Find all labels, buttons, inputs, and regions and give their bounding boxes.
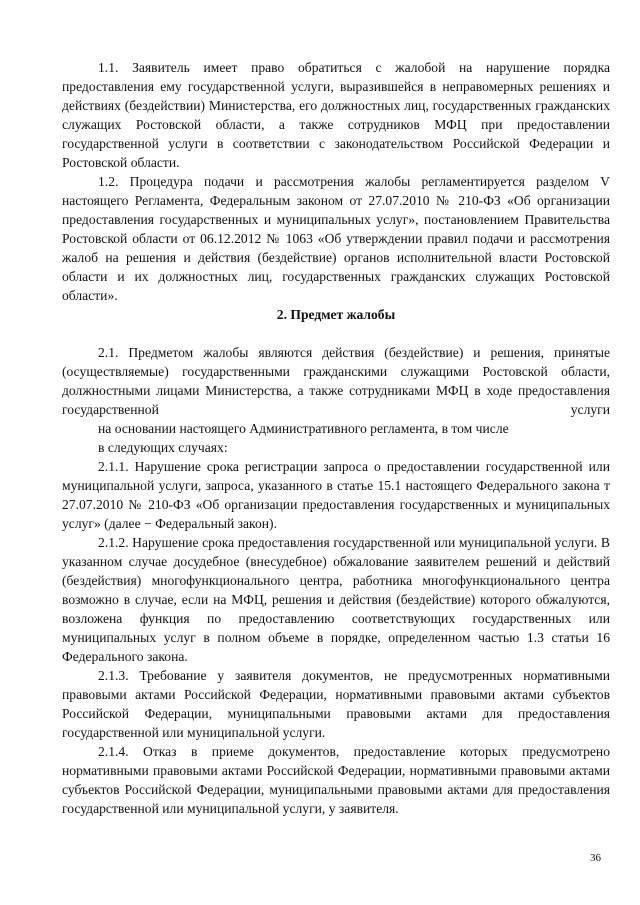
paragraph-2-1-4: 2.1.4. Отказ в приеме документов, предоставление которых предусмотрено нормативными правовыми актами Российской Федерации, нормативными правовыми актами субъектов Российской Федерации, муниципальными правовыми актами для предоставления государственной или муниципальной услуги, у заявителя. [62, 744, 610, 816]
paragraph-2-1-3: 2.1.3. Требование у заявителя документов, не предусмотренных нормативными правовыми актами Российской Федерации, нормативными правовыми актами субъектов Российской Федерации, муниципальными правовыми актами для предоставления государственной или муниципальной услуги. [62, 668, 610, 740]
paragraph-2-1: 2.1. Предметом жалобы являются действия (бездействие) и решения, принятые (осуществляемые) государственными гражданскими служащими Ростовской области, должностными лицами Министерства, а также сотрудниками МФЦ в ходе предоставления государственной услуги [62, 345, 610, 417]
page-number: 36 [590, 852, 601, 864]
paragraph-1-2: 1.2. Процедура подачи и рассмотрения жалобы регламентируется разделом V настоящего Регламента, Федеральным законом от 27.07.2010 № 210-ФЗ «Об организации предоставления государственных и муниципальных услуг», постановлением Правительства Ростовской области от 06.12.2012 № 1063 «Об утверждении правил подачи и рассмотрения жалоб на решения и действия (бездействие) органов исполнительной власти Ростовской области и их должностных лиц, государственных гражданских служащих Ростовской области». [62, 174, 610, 303]
paragraph-1-1: 1.1. Заявитель имеет право обратиться с жалобой на нарушение порядка предоставления ему государственной услуги, выразившейся в неправомерных решениях и действиях (бездействии) Министерства, его должностных лиц, государственных гражданских служащих Ростовской области, а также сотрудников МФЦ при предоставлении государственной услуги в соответствии с законодательством Российской Федерации и Ростовской области. [62, 60, 610, 170]
paragraph-2-1-2: 2.1.2. Нарушение срока предоставления государственной или муниципальной услуги. В указанном случае досудебное (внесудебное) обжалование заявителем решений и действий (бездействия) многофункционального центра, работника многофункционального центра возможно в случае, если на МФЦ, решения и действия (бездействие) которого обжалуются, возложена функция по предоставлению соответствующих государственных или муниципальных услуг в полном объеме в порядке, определенном частью 1.3 статьи 16 Федерального закона. [62, 535, 610, 664]
paragraph-2-1-continuation: на основании настоящего Административного регламента, в том числе [98, 421, 509, 436]
paragraph-2-1-continuation: в следующих случаях: [98, 440, 228, 455]
document-page [62, 58, 610, 818]
paragraph-2-1-1: 2.1.1. Нарушение срока регистрации запроса о предоставлении государственной или муниципальной услуги, запроса, указанного в статье 15.1 настоящего Федерального закона т 27.07.2010 № 210-ФЗ «Об организации предоставления государственных и муниципальных услуг» (далее − Федеральный закон). [62, 459, 610, 531]
section-heading: 2. Предмет жалобы [276, 307, 396, 322]
